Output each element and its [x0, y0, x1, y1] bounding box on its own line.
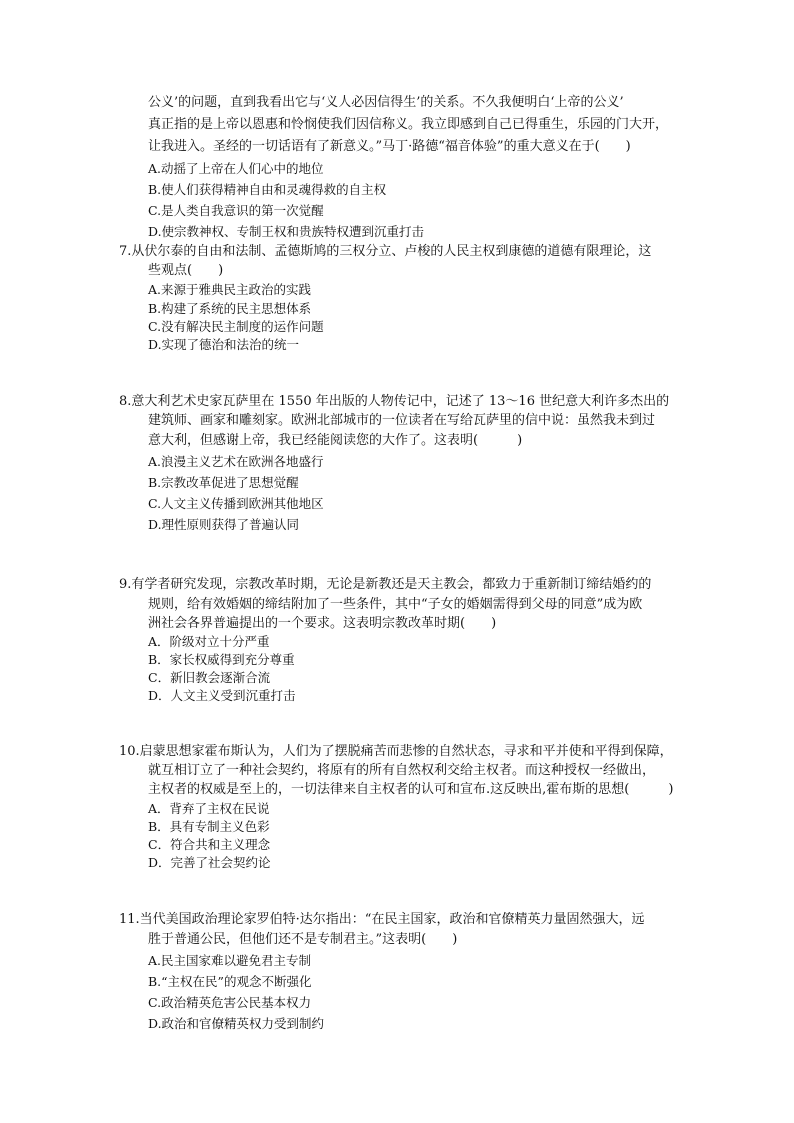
q10-option-b: B．具有专制主义色彩: [148, 819, 270, 834]
q6-option-d: D.使宗教神权、专制王权和贵族特权遭到沉重打击: [148, 224, 425, 239]
q7-option-b: B.构建了系统的民主思想体系: [148, 301, 312, 316]
q6-stem-line-3: 让我进入。圣经的一切话语有了新意义。”马丁·路德“福音体验”的重大意义在于( ): [148, 139, 631, 154]
q11-stem-line-1: 11.当代美国政治理论家罗伯特·达尔指出：“在民主国家，政治和官僚精英力量固然强大，远: [119, 912, 645, 927]
q11-stem-line-2: 胜于普通公民，但他们还不是专制君主。”这表明( ): [148, 932, 458, 947]
q11-option-c: C.政治精英危害公民基本权力: [148, 995, 312, 1010]
q7-stem-line-2: 些观点( ): [148, 263, 224, 278]
q8-stem-line-1: 8.意大利艺术史家瓦萨里在 1550 年出版的人物传记中，记述了 13～16 世纪意大利许多杰出的: [119, 394, 670, 409]
q9-stem-line-1: 9.有学者研究发现，宗教改革时期，无论是新教还是天主教会，都致力于重新制订缔结婚约的: [119, 577, 652, 592]
q9-option-a: A．阶级对立十分严重: [148, 634, 270, 649]
q8-option-b: B.宗教改革促进了思想觉醒: [148, 475, 299, 490]
q11-option-a: A.民主国家难以避免君主专制: [148, 953, 312, 968]
q10-option-a: A．背弃了主权在民说: [148, 801, 270, 816]
q9-stem-line-3: 洲社会各界普遍提出的一个要求。这表明宗教改革时期( ): [148, 616, 497, 631]
q9-option-b: B．家长权威得到充分尊重: [148, 652, 295, 667]
q10-stem-line-3: 主权者的权威是至上的，一切法律来自主权者的认可和宣布.这反映出,霍布斯的思想( ): [148, 782, 674, 797]
q10-option-d: D．完善了社会契约论: [148, 855, 271, 870]
q6-option-b: B.使人们获得精神自由和灵魂得救的自主权: [148, 182, 387, 197]
q10-stem-line-2: 就互相订立了一种社会契约，将原有的所有自然权利交给主权者。而这种授权一经做出，: [148, 763, 656, 778]
q9-stem-line-2: 规则，给有效婚姻的缔结附加了一些条件，其中“子女的婚姻需得到父母的同意”成为欧: [148, 597, 643, 612]
q11-option-b: B.“主权在民”的观念不断强化: [148, 974, 312, 989]
q6-option-c: C.是人类自我意识的第一次觉醒: [148, 203, 324, 218]
q11-option-d: D.政治和官僚精英权力受到制约: [148, 1016, 325, 1031]
q7-option-d: D.实现了德治和法治的统一: [148, 337, 300, 352]
q7-option-c: C.没有解决民主制度的运作问题: [148, 319, 324, 334]
q7-stem-line-1: 7.从伏尔泰的自由和法制、孟德斯鸠的三权分立、卢梭的人民主权到康德的道德有限理论，这: [119, 244, 652, 259]
q6-option-a: A.动摇了上帝在人们心中的地位: [148, 161, 324, 176]
q10-stem-line-1: 10.启蒙思想家霍布斯认为，人们为了摆脱痛苦而悲惨的自然状态，寻求和平并使和平得到保障，: [119, 744, 673, 759]
q8-stem-line-3: 意大利，但感谢上帝，我已经能阅读您的大作了。这表明( ): [148, 433, 523, 448]
q8-option-c: C.人文主义传播到欧洲其他地区: [148, 496, 324, 511]
q7-option-a: A.来源于雅典民主政治的实践: [148, 282, 312, 297]
q9-option-c: C．新旧教会逐渐合流: [148, 670, 271, 685]
q8-stem-line-2: 建筑师、画家和雕刻家。欧洲北部城市的一位读者在写给瓦萨里的信中说：虽然我未到过: [148, 413, 656, 428]
q8-option-d: D.理性原则获得了普遍认同: [148, 517, 300, 532]
q6-stem-line-2: 真正指的是上帝以恩惠和怜悯使我们因信称义。我立即感到自己已得重生，乐园的门大开，: [148, 117, 669, 132]
q6-stem-line-1: 公义’的问题，直到我看出它与‘义人必因信得生’的关系。不久我便明白‘上帝的公义’: [148, 95, 624, 110]
q10-option-c: C．符合共和主义理念: [148, 837, 271, 852]
q9-option-d: D．人文主义受到沉重打击: [148, 688, 296, 703]
q8-option-a: A.浪漫主义艺术在欧洲各地盛行: [148, 454, 324, 469]
